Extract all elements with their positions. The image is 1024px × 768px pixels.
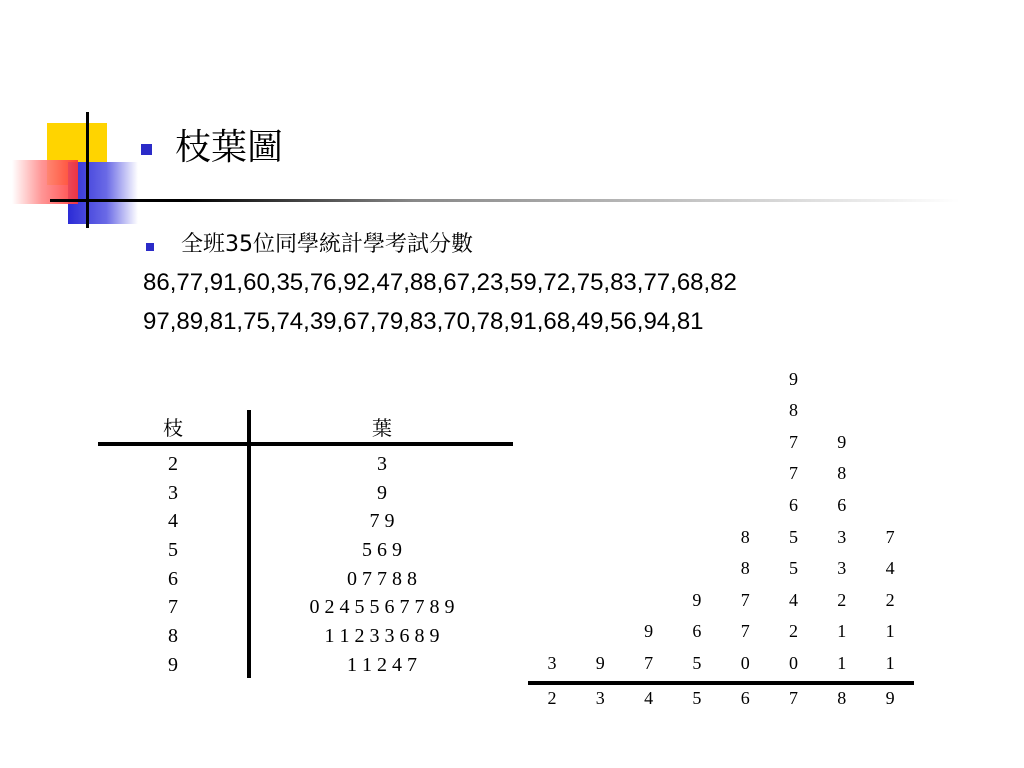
stem-cell: 5: [168, 539, 178, 562]
plot-leaf: 0: [740, 653, 750, 673]
plot-leaf: 4: [789, 589, 798, 610]
plot-leaf: 2: [885, 589, 895, 610]
table-row: [98, 479, 513, 508]
subtitle: 全班35位同學統計學考試分數: [181, 232, 473, 257]
plot-leaf: 3: [837, 526, 847, 547]
plot-leaf: 0: [789, 653, 798, 673]
plot-leaf: 6: [837, 495, 847, 515]
table-row: [98, 565, 513, 594]
plot-leaf: 8: [789, 400, 798, 421]
plot-leaf: 4: [885, 558, 895, 579]
plot-stem: 5: [692, 688, 702, 708]
leaf-cell: 7 9: [369, 510, 395, 533]
plot-leaf: 5: [789, 558, 798, 579]
leaf-cell: 0 7 7 8 8: [347, 567, 417, 590]
table-row: [98, 622, 513, 651]
plot-leaf: 9: [789, 368, 798, 389]
plot-leaf: 1: [885, 621, 895, 642]
table-row: [98, 651, 513, 680]
stem-cell: 7: [168, 596, 178, 619]
leaf-cell: 3: [377, 453, 387, 475]
plot-leaf: 2: [789, 621, 798, 642]
plot-leaf: 7: [885, 526, 895, 547]
plot-leaf: 5: [789, 526, 798, 547]
decor-red-square: [12, 160, 78, 204]
plot-leaf: 7: [789, 431, 798, 452]
plot-leaf: 6: [789, 495, 798, 515]
plot-stem: 9: [885, 688, 895, 708]
table-row: [98, 507, 513, 536]
plot-stem: 7: [789, 688, 798, 708]
table-header-divider: [98, 442, 513, 446]
plot-leaf: 9: [644, 621, 654, 642]
plot-stem: 8: [837, 688, 847, 708]
title-bullet-icon: [141, 144, 152, 155]
plot-stem: 6: [740, 688, 750, 708]
leaf-cell: 5 6 9: [362, 539, 402, 562]
decor-vertical-line: [86, 112, 89, 228]
plot-leaf: 1: [837, 621, 847, 642]
plot-stem: 3: [595, 688, 605, 708]
plot-leaf: 8: [837, 463, 847, 484]
plot-leaf: 2: [837, 589, 847, 610]
plot-leaf: 8: [740, 526, 750, 547]
table-row: [98, 593, 513, 622]
stem-cell: 2: [168, 453, 178, 475]
decor-blue-square: [68, 162, 138, 224]
scores-line-1: 86,77,91,60,35,76,92,47,88,67,23,59,72,75,83,77,68,82: [143, 269, 737, 296]
stem-header: 枝: [163, 418, 183, 440]
plot-leaf: 7: [740, 589, 750, 610]
plot-leaf: 1: [837, 653, 847, 673]
leaf-cell: 1 1 2 3 3 6 8 9: [324, 625, 440, 648]
stem-cell: 4: [168, 510, 178, 533]
decor-horizontal-line: [50, 199, 960, 202]
plot-stem: 2: [547, 688, 557, 708]
plot-leaf: 1: [885, 653, 895, 673]
plot-leaf: 5: [692, 653, 702, 673]
leaf-cell: 1 1 2 4 7: [347, 653, 417, 676]
table-row: [98, 536, 513, 565]
subtitle-bullet-icon: [146, 243, 154, 251]
leaf-header: 葉: [372, 418, 392, 440]
plot-leaf: 9: [595, 653, 605, 673]
stem-cell: 3: [168, 481, 178, 504]
vertical-stem-leaf-plot: [528, 360, 914, 720]
stem-cell: 8: [168, 625, 178, 648]
plot-leaf: 9: [837, 431, 847, 452]
table-row: [98, 450, 513, 479]
stem-cell: 6: [168, 567, 178, 590]
slide-title: 枝葉圖: [175, 127, 284, 168]
leaf-cell: 0 2 4 5 5 6 7 7 8 9: [309, 596, 455, 619]
plot-leaf: 7: [644, 653, 654, 673]
plot-leaf: 3: [547, 653, 557, 673]
plot-leaf: 3: [837, 558, 847, 579]
vertical-plot-axis: [528, 681, 914, 685]
scores-line-2: 97,89,81,75,74,39,67,79,83,70,78,91,68,49,56,94,81: [143, 308, 704, 335]
leaf-cell: 9: [377, 481, 387, 504]
plot-leaf: 8: [740, 558, 750, 579]
stem-cell: 9: [168, 653, 178, 676]
stem-leaf-table: [98, 450, 513, 680]
plot-leaf: 6: [692, 621, 702, 642]
plot-leaf: 9: [692, 589, 702, 610]
plot-stem: 4: [644, 688, 654, 708]
plot-leaf: 7: [789, 463, 798, 484]
plot-leaf: 7: [740, 621, 750, 642]
